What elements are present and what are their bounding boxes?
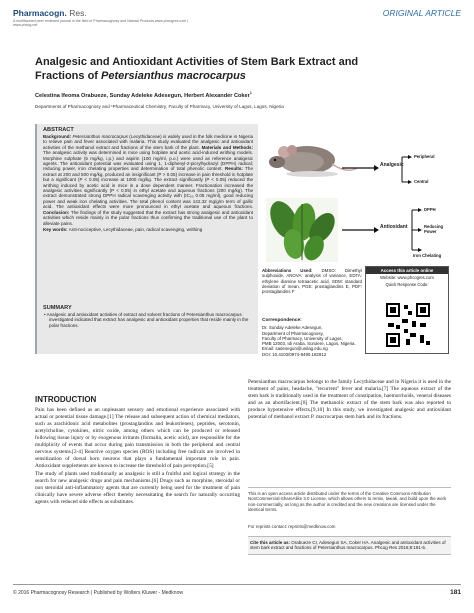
- access-website[interactable]: Website: www.phcogres.com: [380, 275, 434, 280]
- affiliation: Departments of Pharmacognosy and ¹Pharmaceutical Chemistry, Faculty of Pharmacy, University of Lagos, Lagos, Nigeria: [35, 104, 284, 109]
- figure-analgesic-label: Analgesic: [380, 162, 404, 168]
- access-qr-label: Quick Response Code:: [385, 282, 429, 287]
- plant-leaves-image: [265, 197, 340, 264]
- abbreviations-label: Abbreviations Used:: [262, 268, 322, 273]
- correspondence: [262, 318, 362, 357]
- journal-name-res: Res.: [66, 8, 87, 18]
- intro-right-paragraph: Petersianthus macrocarpus belongs to the family Lecythidaceae and in Nigeria it is used in the treatment of pains, headache, "recurrent" fever and malaria.[7] The aqueous extract of the stem bark is traditionally used in the treatment of constipation, haemorrhoids, veneral diseases and as an abortifacient.[8] The methanolic extract of the stem bark was also reported to produce hypotensive effects.[9,10] In this study, we investigated analgesic and antioxidant potential of methanol extract P. macrocarpus stem bark and its fractions.: [248, 379, 451, 420]
- summary-heading: SUMMARY: [43, 305, 72, 311]
- figure-antioxidant-label: Antioxidant: [380, 224, 408, 230]
- background-species: Petersianthus macrocarpus: [72, 134, 128, 139]
- license-note: This is an open access article distributed under the terms of the Creative Commons Attribution NonCommercial-ShareAlike 3.0 License, which allows others to remix, tweak, and build upon the work non-commercially, as long as the author is credited and the new creations are licensed under the identical terms.: [248, 487, 451, 512]
- introduction-right-column: [248, 379, 451, 421]
- journal-name-main: Pharmacogn.: [13, 8, 67, 18]
- intro-paragraph-1: Pain has been defined as an unpleasant sensory and emotional experience associated with actual or potential tissue damage.[1] The release and subsequent action of chemical mediators, such as arachidonic acid metabolites (prostaglandins and leukotrienes), peptides, serotonin, acetylcholine, cytokines, nitric oxide, among others which can be produced or released following tissue injury or by exogenous irritants (formalin, acetic acid), are responsible for the multiplicity of events that occur during pain transmission in both the peripheral and central nervous systems.[2-4] Reactive oxygen species (ROS) including free radicals are involved in sensitization of dorsal horn neurons that plays a fundamental important role in pain. Antioxidant supplements are known to increase the threshold of pain perception.[5]: [35, 407, 240, 469]
- citation-label: Cite this article as:: [250, 540, 292, 545]
- correspondence-line: Dr. Sunday Adeleke Adesegun,: [262, 325, 323, 331]
- access-box: [365, 266, 449, 354]
- results-label: Results:: [224, 166, 246, 172]
- correspondence-heading: Correspondence:: [262, 318, 302, 323]
- footer-divider: [13, 584, 461, 585]
- background-text: (Lecythidaceae) is widely used in the folk medicine in Nigeria to relieve pain and fever associated with malaria. This study evaluated the analgesic and antioxidant activities of the methanol extract and fractions of the stem bark of the plant.: [43, 134, 253, 150]
- correspondence-email[interactable]: Email: sadesegun@unilag.edu.ng: [262, 346, 328, 352]
- correspondence-line: PMB 12003, Idi Araba, Surulere, Lagos, Nigeria.: [262, 341, 356, 347]
- citation-box: [248, 536, 451, 555]
- keywords-text: Anti-nociceptive, Lecythidaceae, pain, radical scavenging, writhing: [68, 226, 203, 232]
- access-heading: Access this article online: [366, 267, 448, 274]
- intro-paragraph-2: The study of plants used traditionally as analgesic is still a fruitful and logical strategy in the search for new analgesic drugs and pain mechanisms.[6] Drugs such as morphine, steroidal or non steroidal anti-inflammatory agents that are currently being used for the treatment of pain clinically have severe adverse effect thereby necessitating the search for naturally occurring agents with reduced side effects as substitutes.: [35, 471, 240, 505]
- graphical-abstract: [262, 124, 447, 266]
- abstract-heading: ABSTRACT: [43, 127, 74, 133]
- abstract-body: [43, 134, 253, 226]
- title-line-1: Analgesic and Antioxidant Activities of Stem Bark Extract and: [35, 56, 359, 68]
- title-line-2: [35, 70, 435, 84]
- abbreviations: [262, 268, 362, 294]
- authors: [35, 91, 252, 99]
- author-names: Celestina Ifeoma Orabueze, Sunday Adeleke Adesegun, Herbert Alexander Coker: [35, 92, 250, 99]
- footer-text: © 2016 Pharmacognosy Research | Published by Wolters Kluwer - Medknow: [13, 590, 183, 596]
- figure-central-label: Central: [414, 179, 429, 184]
- qr-code-icon[interactable]: [384, 301, 432, 349]
- correspondence-line: Department of Pharmacognosy,: [262, 330, 324, 336]
- citation-text: Orabueze CI, Adesegun SA, Coker HA. Analgesic and antioxidant activities of stem bark extract and fractions of Petersianthus macrocarpus. Phcog Res 2016;8:181-5.: [250, 540, 446, 551]
- summary-box: [35, 302, 258, 354]
- journal-name: [13, 8, 87, 18]
- methods-text: The analgesic activity was determined in mice using hotplate and acetic acid-induced writhing models. Morphine sulphate (5 mg/kg, i.p.) and aspirin (100 mg/ml, p.o.) were used as reference analgesic agents. The antioxidant potential was evaluated using 1, 1-diphenyl-2-picrylhydrazyl (DPPH) radical; reducing power, iron chelating properties and determination of total phenolic content.: [43, 150, 253, 172]
- results-text: The extract at 200 and 500 mg/kg, produced an insignificant (P > 0.05) increase in pain threshold in hotplate but a significant (P < 0.05) increase at 1000 mg/kg. The extract significantly (P < 0.05) reduced the writhing induced by acetic acid in mice in a dose dependent manner. Fractionation increased the analgesic activities significantly (P < 0.05) in ethyl acetate and aqueous fractions (200 mg/kg). The extract demonstrated strong DPPH radical scavenging activity with (IC₅₀ 0.05 mg/ml), good reducing power and weak iron chelating activities. The total phenol content was 142.32 mg/g/m term of gallic acid. The antioxidant effects were more pronounced in ethyl acetate and aqueous fractions.: [43, 166, 253, 210]
- article-title: [35, 56, 435, 83]
- article-type-label: ORIGINAL ARTICLE: [382, 8, 461, 18]
- introduction-left-column: [35, 407, 240, 507]
- conclusion-label: Conclusion:: [43, 209, 71, 215]
- page-number: 181: [450, 589, 461, 596]
- figure-peripheral-label: Peripheral: [414, 154, 435, 159]
- correspondence-line: Faculty of Pharmacy, University of Lagos,: [262, 335, 343, 341]
- figure-iron-chelating-label: Iron Chelating: [413, 253, 442, 258]
- conclusion-text: The findings of the study suggested that the extract has strong analgesic and antioxidant activities which reside mainly in the polar fractions thus confirming the traditional use of the plant to alleviate pains.: [43, 209, 253, 226]
- methods-label: Materials and Methods:: [201, 144, 254, 150]
- mouse-image: [269, 145, 357, 177]
- author-superscript: 1: [249, 91, 252, 95]
- abstract-box: [35, 124, 258, 302]
- figure-dpph-label: DPPH: [424, 207, 436, 212]
- keywords: [43, 227, 253, 232]
- figure-reducing-power-label: Reducing Power: [424, 224, 444, 234]
- keywords-label: Key words:: [43, 226, 69, 232]
- background-label: Background:: [43, 134, 73, 139]
- summary-bullet: • Analgesic and antioxidant activities of extract and solvent fractions of Petersianthus macrocarpus investigated indicated that extract has analgesic and antioxidant properties that reside mainly in the polar fractions.: [44, 312, 249, 328]
- introduction-heading: INTRODUCTION: [35, 395, 97, 404]
- journal-subtitle: A multifaceted peer reviewed journal in the field of Pharmacognosy and Natural Products www.phcogres.com | www.phcog.net: [13, 19, 189, 28]
- reprints-note: For reprints contact: reprints@medknow.com: [248, 524, 336, 529]
- abbreviations-text: DMSO: Dimethyl sulphoxide, ANOVA: analysis of variance, EDTA: ethylene diamine tetraacetic acid, SDM: standard deviation of mean, PGE: prostaglandins E, PDF: prostaglandins F: [262, 268, 362, 295]
- title-line-2-plain: Fractions of: [35, 69, 102, 82]
- correspondence-doi[interactable]: DOI: 10.4103/0974-8490.182912: [262, 351, 327, 357]
- antioxidant-arrow: [342, 208, 422, 252]
- graphical-abstract-svg: [262, 124, 447, 266]
- title-species: Petersianthus macrocarpus: [101, 69, 246, 82]
